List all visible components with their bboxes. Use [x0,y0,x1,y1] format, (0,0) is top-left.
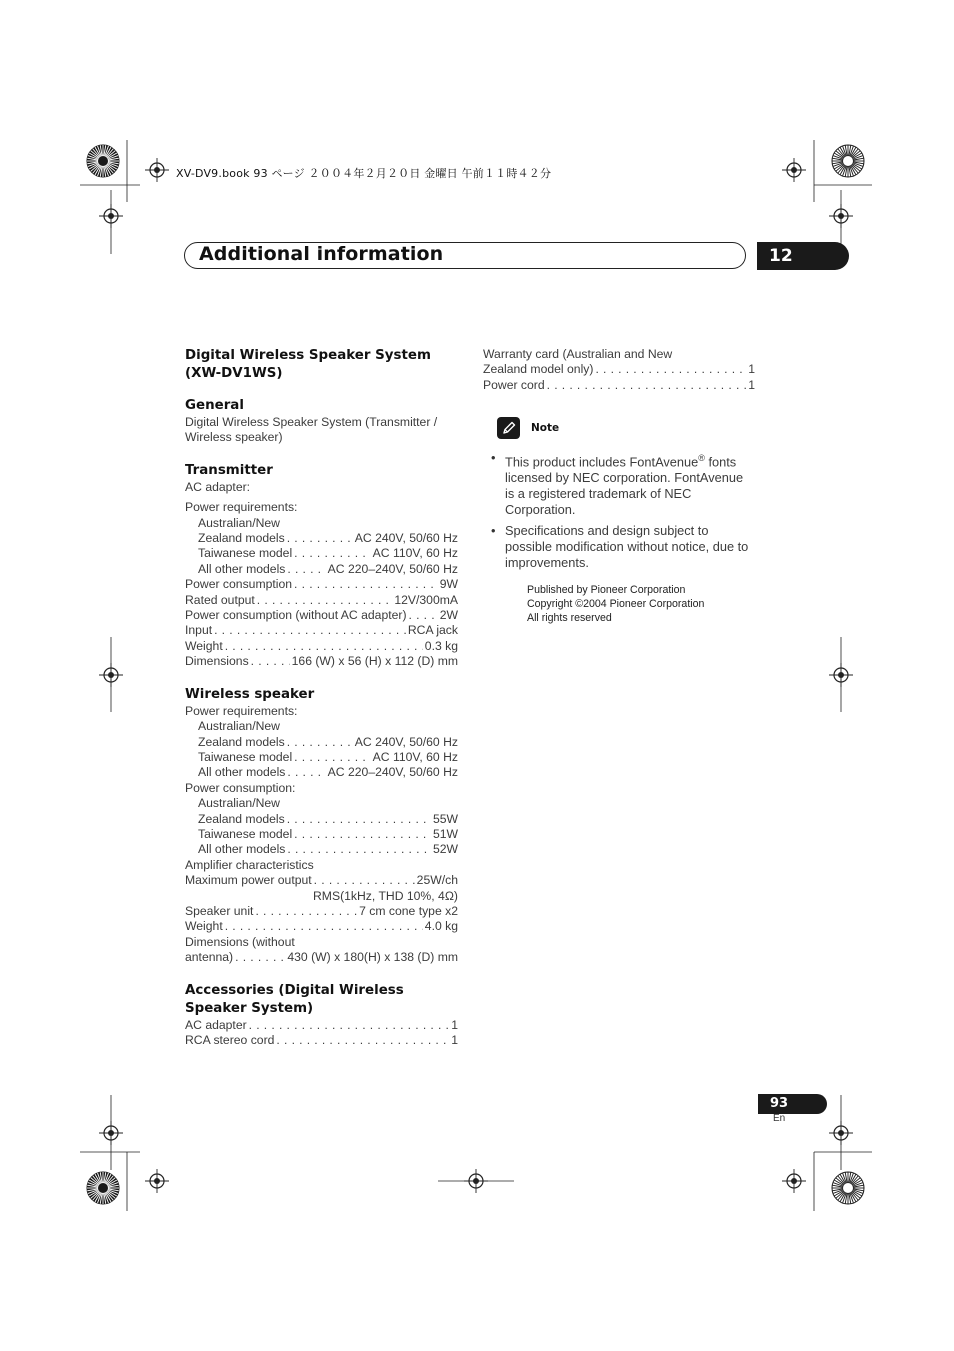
starburst-center [98,1183,108,1193]
general-text: Digital Wireless Speaker System (Transmitter / Wireless speaker) [185,415,438,445]
spec-value: 25W/ch [416,873,458,888]
leader-dots [251,654,290,669]
spec-row [185,1033,458,1048]
publisher-line: Published by Pioneer Corporation [527,584,686,596]
spec-label: Rated output [185,592,255,607]
spec-label: Power consumption (without AC adapter) [185,608,407,623]
leader-dots [257,593,393,608]
spec-label: Australian/New [198,796,280,811]
spec-row [185,577,458,592]
wireless-speaker-heading: Wireless speaker [185,686,315,702]
spec-row [185,750,458,765]
leader-dots [235,950,285,965]
publisher-block [527,583,704,625]
leader-dots [276,1033,449,1048]
transmitter-intro: AC adapter: [185,479,251,494]
spec-label: Input [185,623,213,638]
spec-value: AC 110V, 60 Hz [372,749,458,764]
leader-dots [595,362,746,377]
spec-label: Power consumption [185,577,293,592]
publisher-line: All rights reserved [527,612,612,624]
leader-dots [294,750,370,765]
spec-label: Taiwanese model [198,826,293,841]
spec-value: 166 (W) x 56 (H) x 112 (D) mm [291,654,458,669]
amplifier-label: Amplifier characteristics [185,857,314,872]
starburst-center [843,1183,853,1193]
spec-value: 1 [748,377,755,392]
spec-value: 55W [432,811,458,826]
left-column [185,347,458,1064]
chapter-number-badge: 12 [757,242,849,270]
leader-dots [214,623,406,638]
spec-row [185,546,458,561]
spec-label: Power cord [483,377,545,392]
spec-label: Australian/New [198,515,280,530]
spec-row [185,562,458,577]
spec-row [185,639,458,654]
leader-dots [287,765,325,780]
leader-dots [225,919,423,934]
transmitter-specs [185,577,458,669]
spec-row [185,654,458,669]
ws-power-consumption [185,796,458,858]
transmitter-section [185,462,458,670]
spec-value: 7 cm cone type x2 [359,903,458,918]
spec-value: 0.3 kg [424,638,458,653]
leader-dots [249,1018,450,1033]
transmitter-heading: Transmitter [185,462,273,478]
spec-label: antenna) [185,950,234,965]
spec-label: Weight [185,919,223,934]
spec-label: Taiwanese model [198,546,293,561]
power-requirements-label: Power requirements: [185,500,298,515]
spec-value: AC 240V, 50/60 Hz [354,734,458,749]
note-label: Note [531,422,560,434]
leader-dots [409,608,438,623]
warranty-line: Warranty card (Australian and New [483,347,673,361]
max-power-condition: RMS(1kHz, THD 10%, 4Ω) [312,888,458,903]
spec-row [185,516,458,531]
leader-dots [294,546,370,561]
publisher-line: Copyright ©2004 Pioneer Corporation [527,598,705,610]
spec-value: 9W [439,577,458,592]
spec-row [185,842,458,857]
starburst-center [98,156,108,166]
spec-label: All other models [198,561,286,576]
spec-row [185,1018,458,1033]
note-bullet-item: • This product includes FontAvenue® fonts licensed by NEC corporation. FontAvenue is a registered trademark of NEC Corporation. [490,450,755,518]
spec-row [483,378,755,393]
leader-dots [225,639,423,654]
spec-row [185,623,458,638]
spec-label: Taiwanese model [198,749,293,764]
accessories-heading: Accessories (Digital Wireless Speaker System) [185,982,404,1016]
spec-value: 12V/300mA [394,592,458,607]
ws-power-consumption-label: Power consumption: [185,780,296,795]
spec-label: Speaker unit [185,903,254,918]
spec-label: Zealand models [198,811,285,826]
general-section [185,397,458,446]
accessories-list [185,1018,458,1049]
spec-value: 51W [432,826,458,841]
spec-row [185,796,458,811]
spec-row [185,919,458,934]
leader-dots [255,904,357,919]
leader-dots [547,378,747,393]
spec-label: Weight [185,638,223,653]
spec-row [483,362,755,377]
leader-dots [294,577,438,592]
spec-label: RCA stereo cord [185,1033,275,1047]
spec-row [185,950,458,965]
spec-value: AC 240V, 50/60 Hz [354,531,458,546]
leader-dots [287,562,325,577]
spec-value: 4.0 kg [424,919,458,934]
right-column [483,347,755,393]
spec-row [185,812,458,827]
spec-label: AC adapter [185,1017,247,1032]
spec-label: All other models [198,842,286,857]
accessories-section [185,982,458,1049]
starburst-center [843,156,853,166]
spec-row [185,719,458,734]
page-language: En [773,1113,786,1124]
spec-label: Zealand model only) [483,362,594,377]
spec-value: AC 220–240V, 50/60 Hz [327,765,458,780]
system-heading: Digital Wireless Speaker System (XW-DV1WS) [185,348,431,381]
leader-dots [287,531,353,546]
spec-value: 1 [451,1033,458,1047]
wireless-speaker-section [185,686,458,966]
leader-dots [294,827,431,842]
spec-value: RCA jack [407,623,458,638]
spec-value: 2W [439,608,458,623]
system-heading-section [185,347,458,383]
spec-row [185,765,458,780]
spec-row [185,827,458,842]
spec-value: 1 [748,362,755,377]
spec-row [185,608,458,623]
general-heading: General [185,398,244,413]
spec-value: 52W [432,842,458,857]
leader-dots [287,812,431,827]
spec-value: AC 220–240V, 50/60 Hz [327,561,458,576]
page-number: 93 [758,1094,827,1114]
ws-power-requirements-label: Power requirements: [185,703,298,718]
note-bullets [490,450,755,576]
leader-dots [287,842,431,857]
spec-label: Maximum power output [185,873,312,888]
spec-label: All other models [198,765,286,780]
spec-value: 430 (W) x 180(H) x 138 (D) mm [287,950,458,965]
leader-dots [314,873,415,888]
spec-value: AC 110V, 60 Hz [372,546,458,561]
spec-value: 1 [451,1017,458,1032]
spec-label: Dimensions [185,654,249,669]
spec-row [185,735,458,750]
transmitter-power-requirements [185,516,458,578]
note-bullet-item: • Specifications and design subject to possible modification without notice, due to improvements. [490,523,755,571]
spec-label: Zealand models [198,734,285,749]
leader-dots [287,735,353,750]
spec-row [185,593,458,608]
dimensions-label: Dimensions (without [185,934,295,949]
print-file-info: XV-DV9.book 93 ページ ２００４年２月２０日 金曜日 午前１１時４２分 [176,167,552,180]
chapter-title: Additional information [199,243,444,265]
spec-label: Australian/New [198,719,280,734]
spec-label: Zealand models [198,531,285,546]
spec-row [185,904,458,919]
note-header [497,417,559,439]
ws-power-requirements [185,719,458,781]
pencil-icon [497,417,520,439]
spec-row [185,531,458,546]
spec-row [185,873,458,888]
